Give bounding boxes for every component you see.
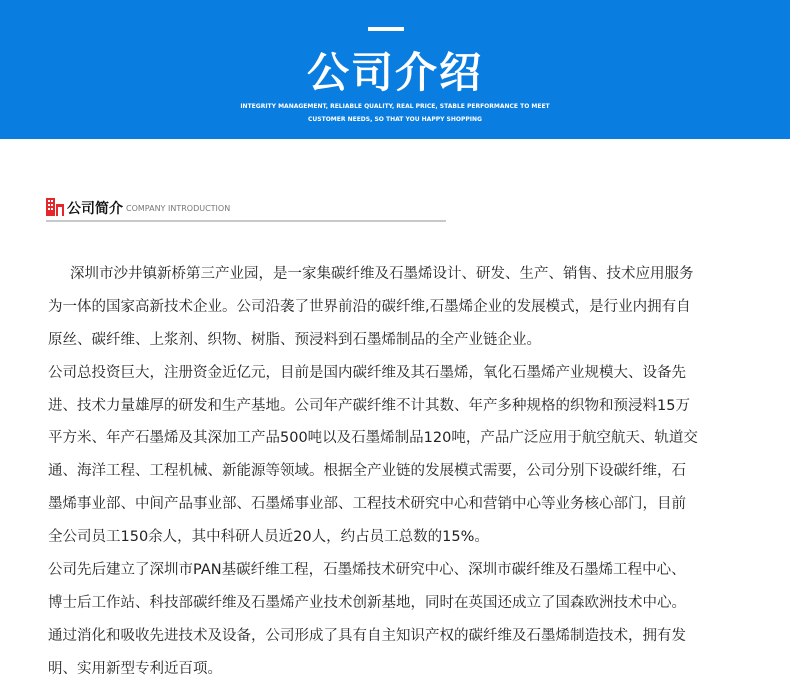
page-title: 公司介绍 (306, 48, 483, 97)
text-line: 通、海洋工程、工程机械、新能源等领域。根据全产业链的发展模式需要，公司分别下设碳纤维，石 (48, 463, 686, 480)
header-banner (0, 0, 790, 139)
text-line: 进、技术力量雄厚的研发和生产基地。公司年产碳纤维不计其数、年产多种规格的织物和预浸料15万 (48, 397, 690, 414)
section-title: 公司简介 (67, 201, 123, 217)
text-line: 公司总投资巨大，注册资金近亿元，目前是国内碳纤维及其石墨烯，氧化石墨烯产业规模大、设备先 (48, 364, 686, 381)
text-line: 全公司员工150余人，其中科研人员近20人，约占员工总数的15%。 (48, 529, 489, 546)
title-decor-bar (368, 27, 404, 31)
banner-subtitle: INTEGRITY MANAGEMENT, RELIABLE QUALITY, REAL PRICE, STABLE PERFORMANCE TO MEET (240, 103, 550, 110)
text-line: 博士后工作站、科技部碳纤维及石墨烯产业技术创新基地，同时在英国还成立了国森欧洲技术中心。 (48, 594, 686, 611)
text-line: 通过消化和吸收先进技术及设备，公司形成了具有自主知识产权的碳纤维及石墨烯制造技术，拥有发 (48, 627, 686, 644)
text-line: 墨烯事业部、中间产品事业部、石墨烯事业部、工程技术研究中心和营销中心等业务核心部门，目前 (48, 496, 686, 513)
building-icon (46, 198, 64, 216)
text-line: 公司先后建立了深圳市PAN基碳纤维工程，石墨烯技术研究中心、深圳市碳纤维及石墨烯工程中心、 (48, 562, 686, 579)
text-line: 深圳市沙井镇新桥第三产业园，是一家集碳纤维及石墨烯设计、研发、生产、销售、技术应用服务 (70, 266, 694, 282)
text-line: 为一体的国家高新技术企业。公司沿袭了世界前沿的碳纤维,石墨烯企业的发展模式，是行业内拥有自 (48, 298, 691, 315)
section-header (46, 198, 446, 222)
text-line: 原丝、碳纤维、上浆剂、织物、树脂、预浸料到石墨烯制品的全产业链企业。 (48, 331, 541, 348)
banner-subtitle: CUSTOMER NEEDS, SO THAT YOU HAPPY SHOPPING (308, 116, 482, 123)
intro-text (48, 258, 768, 686)
text-line: 平方米、年产石墨烯及其深加工产品500吨以及石墨烯制品120吨，产品广泛应用于航空航天、轨道交 (48, 430, 698, 447)
section-subtitle: COMPANY INTRODUCTION (126, 204, 231, 213)
text-line: 明、实用新型专利近百项。 (48, 660, 222, 677)
